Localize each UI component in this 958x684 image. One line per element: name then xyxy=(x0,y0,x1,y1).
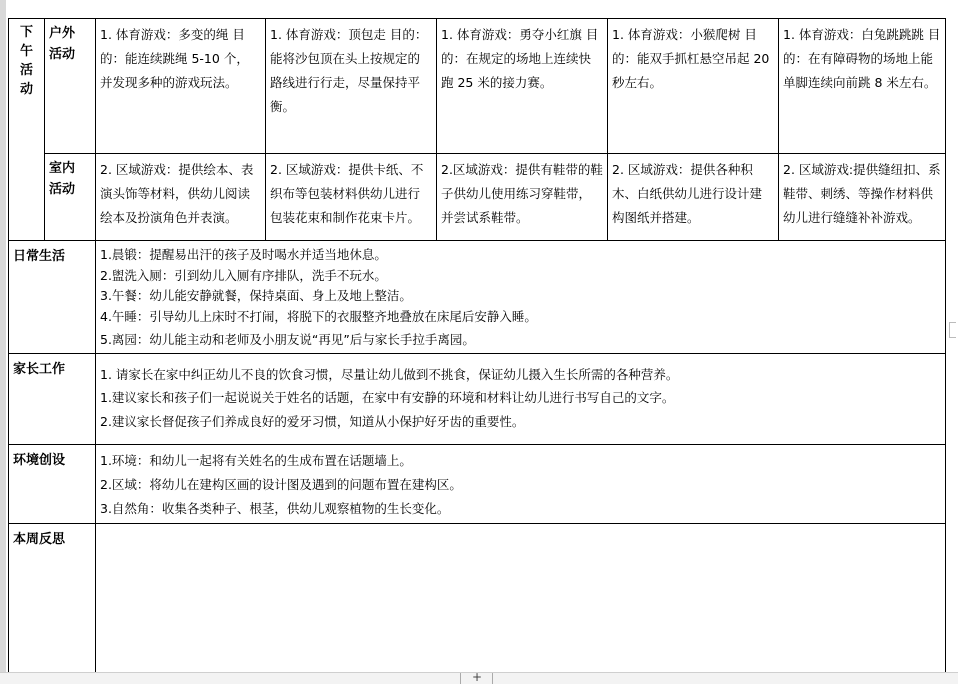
daily-content[interactable] xyxy=(96,241,946,354)
parents-label: 家长工作 xyxy=(13,361,66,377)
daily-line-2: 2.盥洗入厕：引到幼儿入厕有序排队，洗手不玩水。 xyxy=(100,267,387,283)
environment-content[interactable] xyxy=(96,444,946,523)
outdoor-text-3: 1. 体育游戏：勇夺小红旗 目的：在规定的场地上连续快跑 25 米的接力赛。 xyxy=(441,27,599,90)
indoor-text-2: 2. 区域游戏：提供卡纸、不织布等包装材料供幼儿进行包装花束和制作花束卡片。 xyxy=(270,162,424,225)
daily-header xyxy=(9,241,96,354)
outdoor-text-1: 1. 体育游戏：多变的绳 目的：能连续跳绳 5-10 个，并发现多种的游戏玩法。 xyxy=(100,27,249,90)
afternoon-header xyxy=(9,19,45,241)
environment-line-1: 1.环境：和幼儿一起将有关姓名的生成布置在话题墙上。 xyxy=(100,452,412,468)
outdoor-row xyxy=(9,19,946,154)
indoor-row xyxy=(9,154,946,241)
daily-line-1: 1.晨锻：提醒易出汗的孩子及时喝水并适当地休息。 xyxy=(100,247,387,262)
outdoor-text-4: 1. 体育游戏：小猴爬树 目的：能双手抓杠悬空吊起 20 秒左右。 xyxy=(612,27,770,90)
status-divider-right xyxy=(492,673,493,684)
daily-line-5: 5.离园：幼儿能主动和老师及小朋友说“再见”后与家长手拉手离园。 xyxy=(100,332,475,347)
environment-row xyxy=(9,444,946,523)
environment-line-3: 3.自然角：收集各类种子、根茎，供幼儿观察植物的生长变化。 xyxy=(100,500,450,516)
indoor-cell-1[interactable] xyxy=(96,154,266,241)
parents-row xyxy=(9,353,946,444)
page-left-margin xyxy=(0,0,6,672)
outdoor-cell-5[interactable] xyxy=(779,19,946,154)
indoor-cell-5[interactable] xyxy=(779,154,946,241)
reflection-content[interactable] xyxy=(96,523,946,678)
afternoon-label: 下午活动 xyxy=(19,25,33,97)
indoor-text-4: 2. 区域游戏：提供各种积木、白纸供幼儿进行设计建构图纸并搭建。 xyxy=(612,162,763,225)
parents-line-1: 1. 请家长在家中纠正幼儿不良的饮食习惯，尽量让幼儿做到不挑食，保证幼儿摄入生长所需的各种营养。 xyxy=(100,366,679,382)
outdoor-cell-2[interactable] xyxy=(266,19,437,154)
reflection-header xyxy=(9,523,96,678)
reflection-row xyxy=(9,523,946,678)
parents-line-3: 2.建议家长督促孩子们养成良好的爱牙习惯，知道从小保护好牙齿的重要性。 xyxy=(100,413,525,429)
outdoor-cell-3[interactable] xyxy=(437,19,608,154)
indoor-label: 室内活动 xyxy=(49,161,76,197)
outdoor-text-2: 1. 体育游戏：顶包走 目的：能将沙包顶在头上按规定的路线进行行走，尽量保持平衡。 xyxy=(270,27,428,114)
daily-line-3: 3.午餐：幼儿能安静就餐，保持桌面、身上及地上整洁。 xyxy=(100,288,412,303)
indoor-text-5: 2. 区域游戏:提供缝纽扣、系鞋带、刺绣、等操作材料供幼儿进行缝缝补补游戏。 xyxy=(783,162,941,225)
indoor-cell-3[interactable] xyxy=(437,154,608,241)
scroll-marker[interactable] xyxy=(949,322,956,338)
indoor-header xyxy=(45,154,96,241)
outdoor-label: 户外活动 xyxy=(49,26,76,62)
indoor-text-3: 2.区域游戏：提供有鞋带的鞋子供幼儿使用练习穿鞋带，并尝试系鞋带。 xyxy=(441,162,603,225)
indoor-text-1: 2. 区域游戏：提供绘本、表演头饰等材料，供幼儿阅读绘本及扮演角色并表演。 xyxy=(100,162,254,225)
indoor-cell-4[interactable] xyxy=(608,154,779,241)
outdoor-cell-4[interactable] xyxy=(608,19,779,154)
parents-header xyxy=(9,353,96,444)
environment-header xyxy=(9,444,96,523)
daily-label: 日常生活 xyxy=(13,249,66,264)
status-bar xyxy=(0,672,958,684)
parents-content[interactable] xyxy=(96,353,946,444)
parents-line-2: 1.建议家长和孩子们一起说说关于姓名的话题，在家中有安静的环境和材料让幼儿进行书写自己的文字。 xyxy=(100,390,675,405)
reflection-label: 本周反思 xyxy=(13,531,66,547)
status-divider-left xyxy=(460,673,461,684)
outdoor-text-5: 1. 体育游戏：白兔跳跳跳 目的：在有障碍物的场地上能单脚连续向前跳 8 米左右。 xyxy=(783,27,941,90)
outdoor-cell-1[interactable] xyxy=(96,19,266,154)
environment-label: 环境创设 xyxy=(13,452,66,468)
outdoor-header xyxy=(45,19,96,154)
daily-row xyxy=(9,241,946,354)
weekly-plan-table xyxy=(8,18,946,679)
add-icon[interactable]: + xyxy=(472,670,483,684)
environment-line-2: 2.区域：将幼儿在建构区画的设计图及遇到的问题布置在建构区。 xyxy=(100,476,462,492)
daily-line-4: 4.午睡：引导幼儿上床时不打闹，将脱下的衣服整齐地叠放在床尾后安静入睡。 xyxy=(100,308,537,324)
indoor-cell-2[interactable] xyxy=(266,154,437,241)
